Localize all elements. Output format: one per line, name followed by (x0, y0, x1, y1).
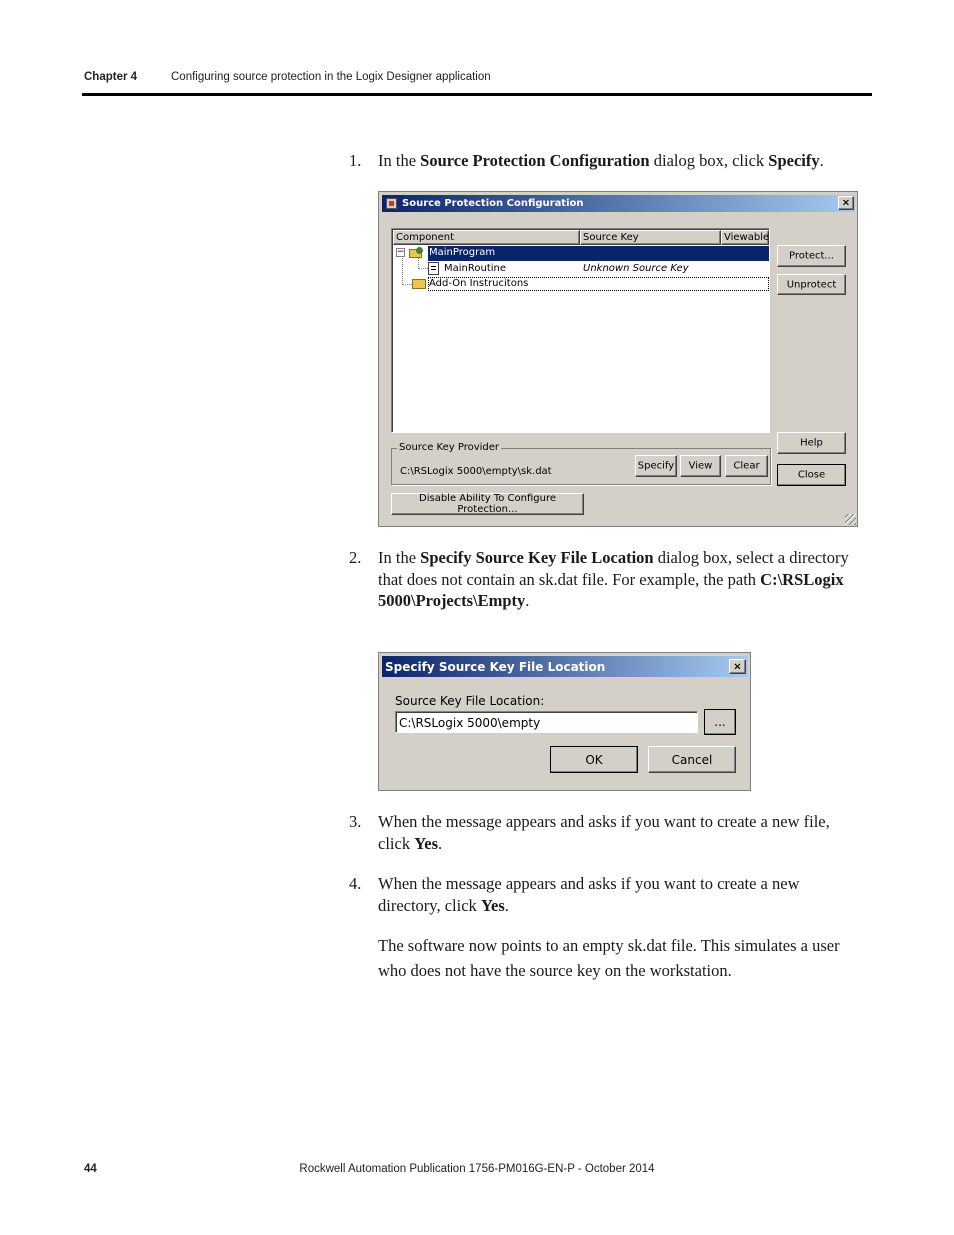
page-number: 44 (84, 1163, 97, 1175)
source-key-location-input[interactable]: C:\RSLogix 5000\empty (395, 711, 698, 733)
routine-icon (428, 262, 439, 275)
disable-configure-protection-button[interactable]: Disable Ability To Configure Protection... (391, 493, 584, 515)
view-button[interactable]: View (680, 455, 721, 477)
chapter-title: Configuring source protection in the Logix Designer application (171, 71, 491, 83)
tree-item-mainprogram[interactable]: MainProgram (428, 246, 769, 261)
tree-item-mainroutine[interactable]: MainRoutine (444, 263, 507, 274)
provider-group-label: Source Key Provider (399, 442, 500, 453)
dialog-titlebar (382, 656, 748, 677)
unprotect-button[interactable]: Unprotect (777, 274, 846, 295)
tree-item-add-on-instructions[interactable]: Add-On Instrucitons (428, 277, 769, 291)
source-key-location-label: Source Key File Location: (395, 694, 545, 708)
dialog-title: Source Protection Configuration (402, 198, 584, 209)
column-header-component[interactable]: Component (393, 230, 580, 245)
ok-button[interactable]: OK (550, 746, 638, 773)
header-rule (82, 93, 872, 96)
source-key-value: Unknown Source Key (583, 263, 689, 274)
close-icon[interactable]: × (729, 659, 746, 674)
component-list[interactable] (391, 228, 770, 433)
collapse-icon[interactable]: − (397, 247, 405, 257)
app-icon (386, 198, 397, 209)
step-text: When the message appears and asks if you want to create a new file, click Yes. (378, 812, 830, 853)
clear-button[interactable]: Clear (725, 455, 768, 477)
chapter-label: Chapter 4 (84, 71, 138, 83)
specify-button[interactable]: Specify (635, 455, 677, 477)
step-number: 1. (349, 151, 362, 170)
column-header-source-key[interactable]: Source Key (580, 230, 721, 245)
browse-button[interactable]: ... (704, 709, 736, 735)
step-number: 3. (349, 812, 362, 831)
source-protection-dialog (378, 191, 858, 527)
publication-info: Rockwell Automation Publication 1756-PM016G-EN-P - October 2014 (299, 1163, 655, 1175)
step-text: When the message appears and asks if you want to create a new directory, click Yes. (378, 874, 800, 915)
program-folder-icon (409, 247, 425, 259)
close-button[interactable]: Close (777, 464, 846, 486)
column-header-viewable[interactable]: Viewable (721, 230, 769, 245)
step-number: 2. (349, 548, 362, 567)
source-key-provider-group (391, 448, 771, 485)
cancel-button[interactable]: Cancel (648, 746, 736, 773)
provider-path: C:\RSLogix 5000\empty\sk.dat (400, 466, 552, 477)
tree-line (418, 268, 428, 270)
dialog-title: Specify Source Key File Location (385, 660, 606, 674)
note-paragraph: The software now points to an empty sk.dat file. This simulates a user who does not have the source key on the workstation. (378, 936, 840, 980)
specify-source-key-dialog (378, 652, 751, 791)
step-number: 4. (349, 874, 362, 893)
protect-button[interactable]: Protect... (777, 245, 846, 267)
close-icon[interactable]: × (838, 196, 854, 210)
step-text: In the Source Protection Configuration dialog box, click Specify. (378, 151, 824, 170)
folder-icon (412, 279, 426, 289)
dialog-titlebar (382, 195, 855, 212)
step-text: In the Specify Source Key File Location dialog box, select a directory that does not contain an sk.dat file. For example, the path C:\RSLogix 5000\Projects\Empty. (378, 548, 849, 610)
resize-grip-icon[interactable] (845, 514, 856, 525)
help-button[interactable]: Help (777, 432, 846, 454)
